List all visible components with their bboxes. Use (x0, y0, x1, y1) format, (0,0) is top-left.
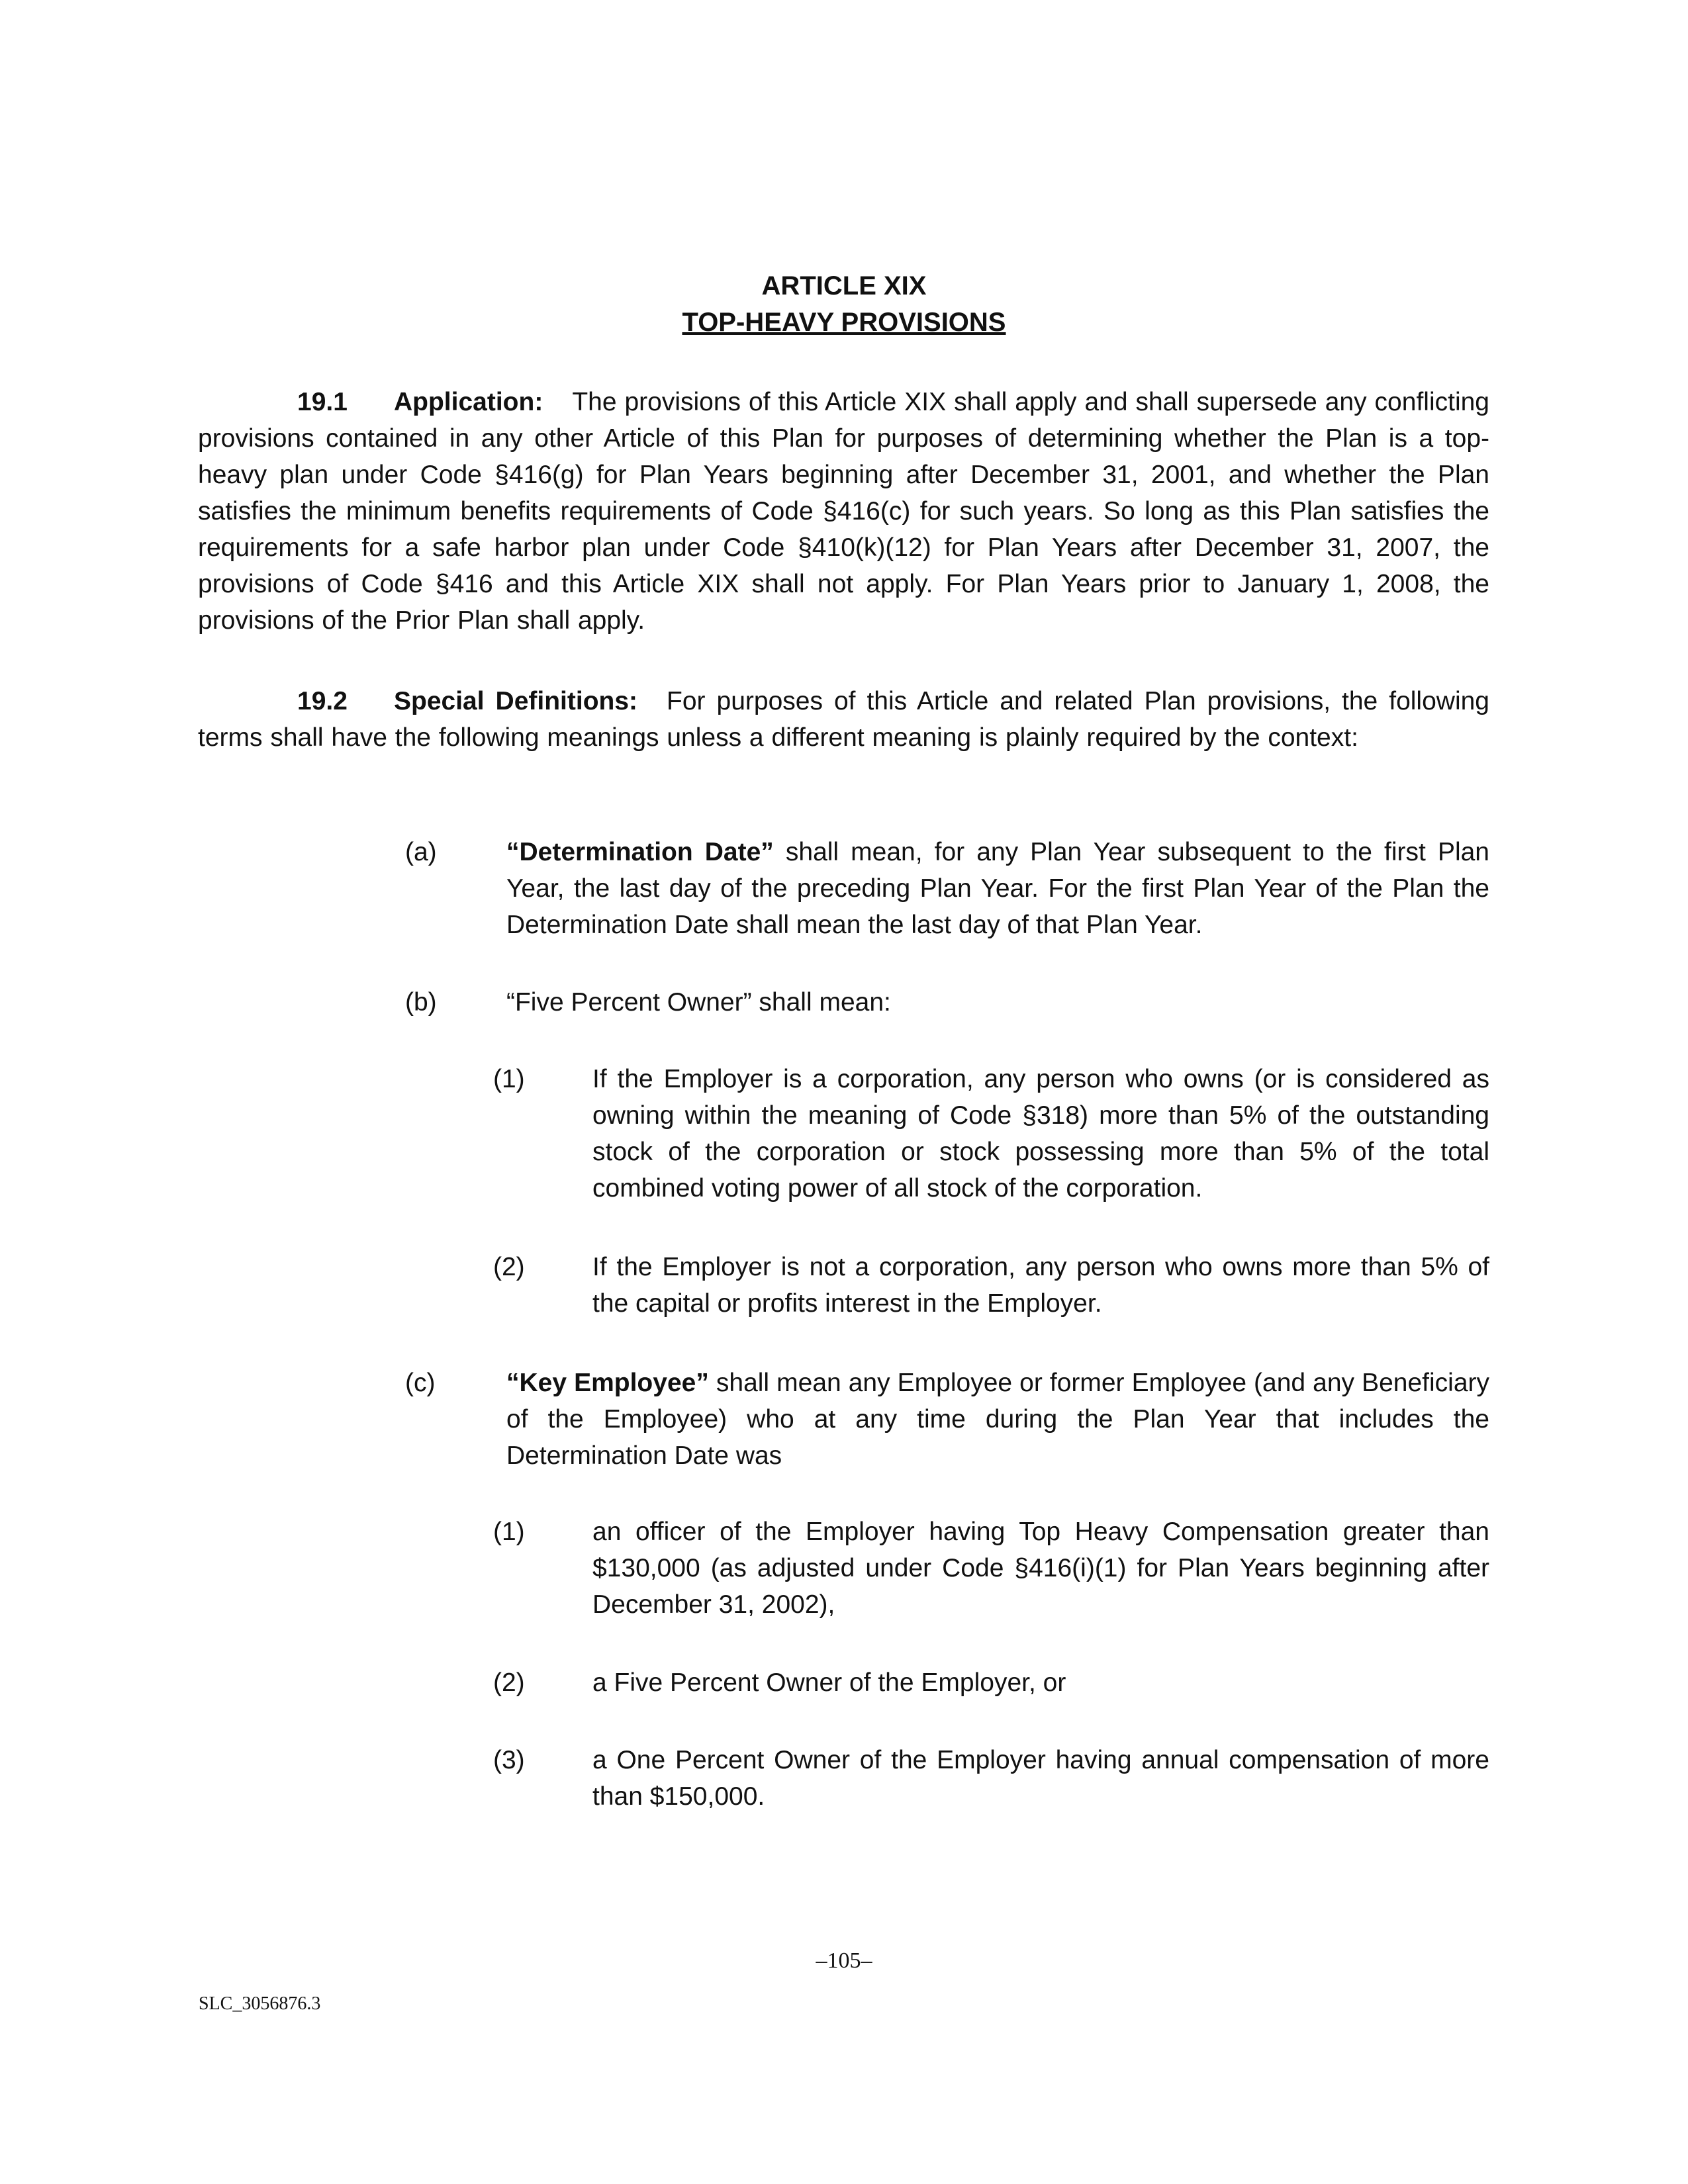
definition-b-sub2: If the Employer is not a corporation, any person who owns more than 5% of the capital or profits interest in the Employer. (592, 1253, 1489, 1318)
section-title: Application: (394, 388, 543, 416)
page-number: –105– (816, 1948, 872, 1973)
definition-term: “Key Employee” (506, 1369, 709, 1397)
definition-text: shall mean any Employee or former Employee (and any Beneficiary of the Employee) who at any time during the Plan Year that includes the Determination Date was (506, 1369, 1489, 1470)
definition-c-sub1-label: (1) (493, 1518, 525, 1546)
section-19-2 (198, 683, 1489, 756)
definition-a (506, 834, 1489, 943)
definition-c-sub1: an officer of the Employer having Top Heavy Compensation greater than $130,000 (as adjusted under Code §416(i)(1) for Plan Years beginning after December 31, 2002), (592, 1518, 1489, 1619)
definition-c-sub2: a Five Percent Owner of the Employer, or (592, 1668, 1066, 1697)
definition-text: shall mean, for any Plan Year subsequent to the first Plan Year, the last day of the preceding Plan Year. For the first Plan Year of the Plan the Determination Date shall mean the last day of that Plan Year. (506, 838, 1489, 939)
document-id: SLC_3056876.3 (199, 1993, 321, 2014)
definition-c-label: (c) (405, 1369, 436, 1397)
definition-a-label: (a) (405, 838, 437, 866)
definition-b: “Five Percent Owner” shall mean: (506, 988, 891, 1017)
section-19-1 (198, 384, 1489, 639)
definition-term: “Determination Date” (506, 838, 774, 866)
article-title: TOP-HEAVY PROVISIONS (682, 308, 1006, 337)
definition-c (506, 1365, 1489, 1474)
section-number: 19.2 (297, 687, 348, 715)
definition-c-sub2-label: (2) (493, 1668, 525, 1697)
definition-c-sub3: a One Percent Owner of the Employer having annual compensation of more than $150,000. (592, 1746, 1489, 1811)
article-number: ARTICLE XIX (761, 271, 927, 300)
definition-b-sub1: If the Employer is a corporation, any person who owns (or is considered as owning within the meaning of Code §318) more than 5% of the outstanding stock of the corporation or stock possessing more than 5% of the total combined voting power of all stock of the corporation. (592, 1065, 1489, 1203)
definition-b-label: (b) (405, 988, 437, 1017)
definition-b-sub2-label: (2) (493, 1253, 525, 1281)
section-body: The provisions of this Article XIX shall apply and shall supersede any conflicting provisions contained in any other Article of this Plan for purposes of determining whether the Plan is a top-heavy plan under Code §416(g) for Plan Years beginning after December 31, 2001, and whether the Plan satisfies the minimum benefits requirements of Code §416(c) for such years. So long as this Plan satisfies the requirements for a safe harbor plan under Code §410(k)(12) for Plan Years after December 31, 2007, the provisions of Code §416 and this Article XIX shall not apply. For Plan Years prior to January 1, 2008, the provisions of the Prior Plan shall apply. (198, 388, 1489, 635)
definition-b-sub1-label: (1) (493, 1065, 525, 1093)
section-title: Special Definitions: (394, 687, 638, 715)
section-body: For purposes of this Article and related Plan provisions, the following terms shall have the following meanings unless a different meaning is plainly required by the context: (198, 687, 1489, 752)
section-number: 19.1 (297, 388, 348, 416)
definition-c-sub3-label: (3) (493, 1746, 525, 1774)
